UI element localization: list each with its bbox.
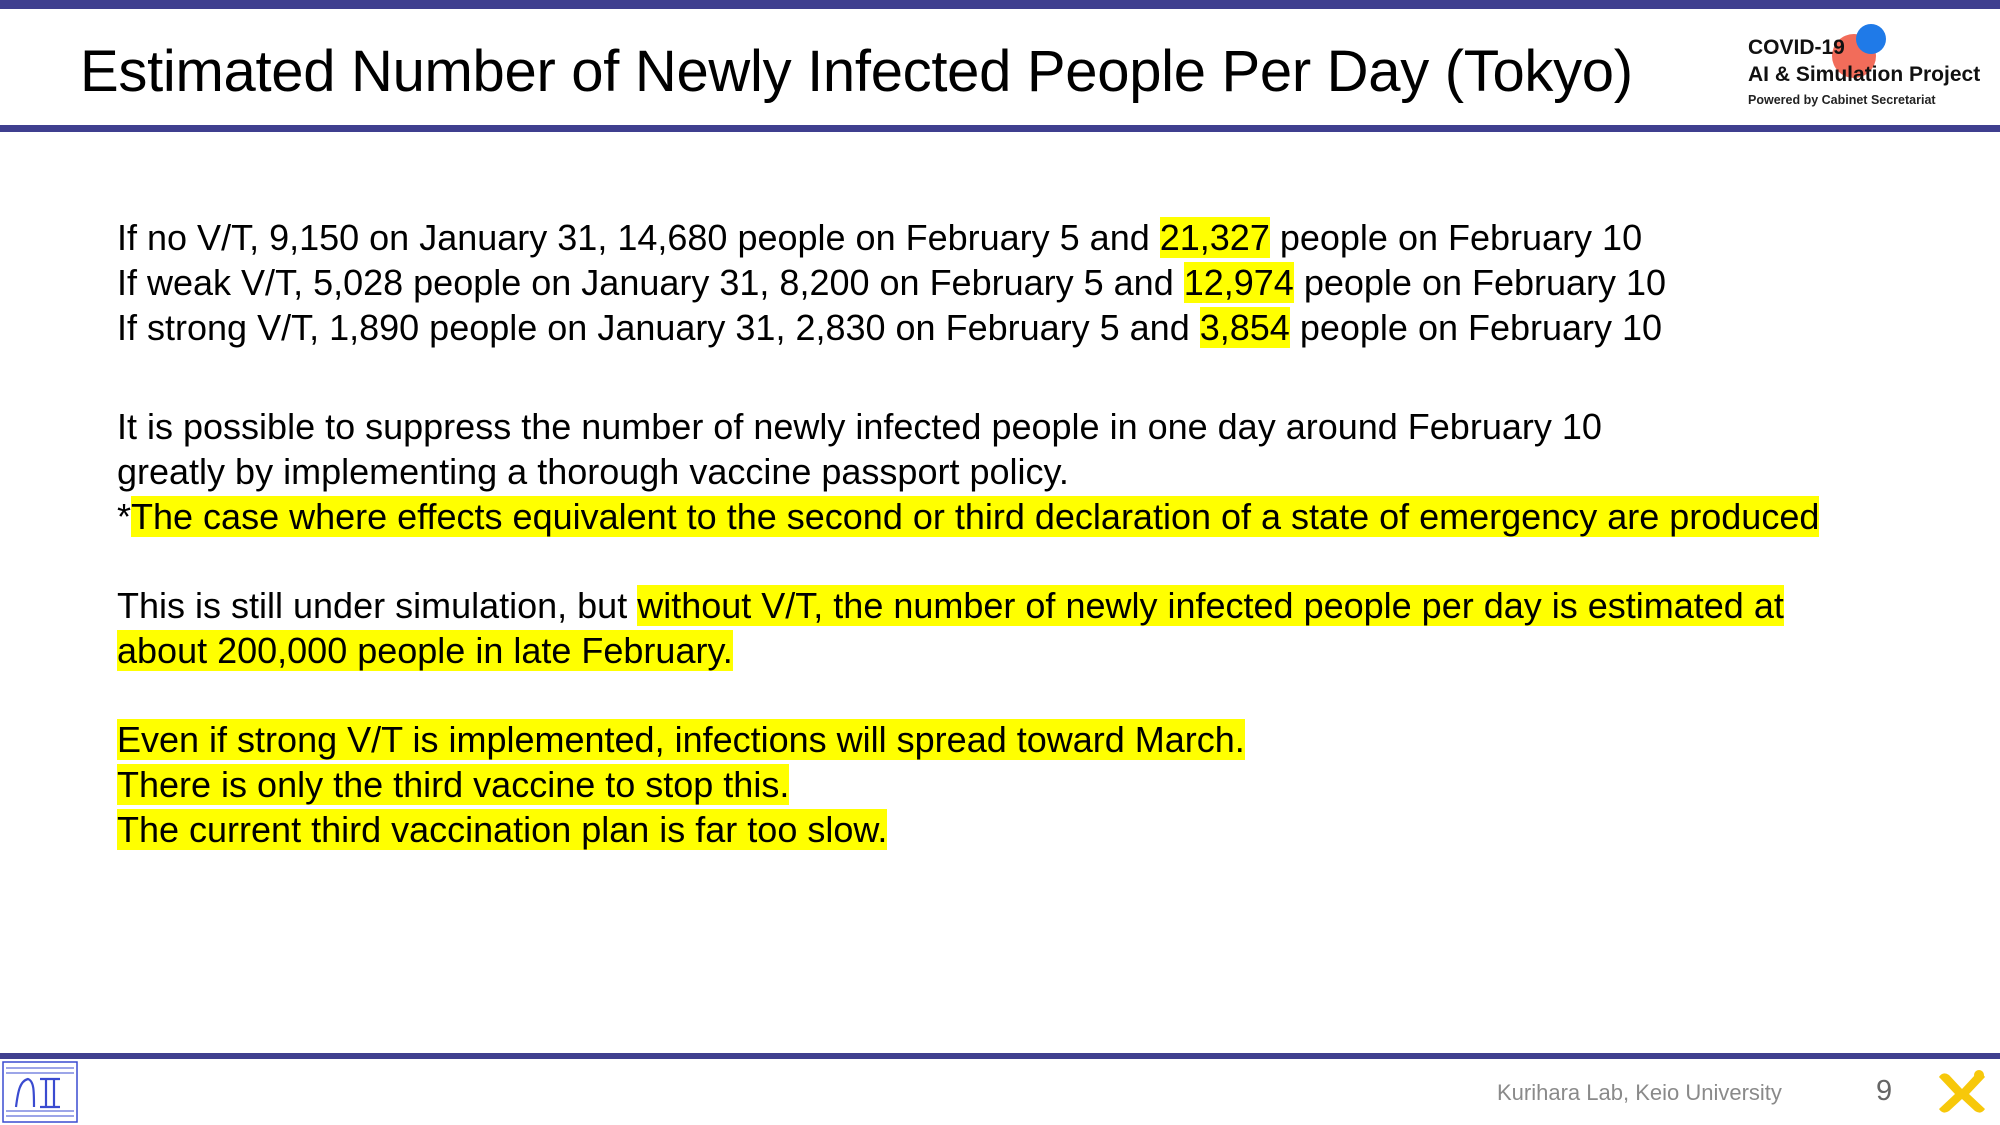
footer-rule xyxy=(0,1053,2000,1059)
scenario-highlight-value: 21,327 xyxy=(1159,217,1270,258)
x-cross-logo-icon xyxy=(1935,1067,1989,1117)
note-asterisk: * xyxy=(117,496,132,537)
scenario-strong-vt xyxy=(117,305,1819,350)
slide-title: Estimated Number of Newly Infected People Per Day (Tokyo) xyxy=(80,39,1633,104)
scenario-text: If weak V/T, 5,028 people on January 31, 8,200 on February 5 and xyxy=(117,262,1184,303)
conclusion-paragraph xyxy=(117,717,1819,852)
conclusion-line-1 xyxy=(117,717,1819,762)
conclusion-text: The current third vaccination plan is far too slow. xyxy=(117,809,888,850)
emergency-note xyxy=(117,494,1819,539)
logo-blue-dot-icon xyxy=(1856,24,1886,54)
note-text: The case where effects equivalent to the second or third declaration of a state of emergency are produced xyxy=(131,496,1820,537)
scenario-text: If strong V/T, 1,890 people on January 31, 2,830 on February 5 and xyxy=(117,307,1200,348)
conclusion-text: Even if strong V/T is implemented, infections will spread toward March. xyxy=(117,719,1245,760)
simulation-highlight-1: without V/T, the number of newly infected people per day is estimated at xyxy=(637,585,1784,626)
suppress-line-1: It is possible to suppress the number of newly infected people in one day around February 10 xyxy=(117,406,1602,447)
simulation-paragraph xyxy=(117,583,1819,673)
scenario-text: people on February 10 xyxy=(1289,307,1663,348)
conclusion-text: There is only the third vaccine to stop this. xyxy=(117,764,790,805)
logo-line-1: COVID-19 xyxy=(1748,36,1845,59)
simulation-line-2 xyxy=(117,628,1819,673)
scenario-text: people on February 10 xyxy=(1293,262,1667,303)
footer-credit: Kurihara Lab, Keio University xyxy=(1497,1080,1782,1105)
conclusion-line-3 xyxy=(117,807,1819,852)
suppress-line-2: greatly by implementing a thorough vaccine passport policy. xyxy=(117,451,1069,492)
covid-ai-simulation-logo xyxy=(1746,24,1986,114)
logo-line-2: AI & Simulation Project xyxy=(1748,63,1981,86)
conclusion-line-2 xyxy=(117,762,1819,807)
scenario-no-vt xyxy=(117,215,1819,260)
scenario-text: people on February 10 xyxy=(1269,217,1643,258)
scenario-text: If no V/T, 9,150 on January 31, 14,680 people on February 5 and xyxy=(117,217,1160,258)
scenario-list xyxy=(117,215,1819,350)
simulation-line-1 xyxy=(117,583,1819,628)
ai-lab-logo-icon xyxy=(2,1061,78,1123)
header-rule xyxy=(0,125,2000,132)
slide-body xyxy=(117,215,1819,852)
scenario-highlight-value: 12,974 xyxy=(1183,262,1294,303)
simulation-plain-text: This is still under simulation, but xyxy=(117,585,638,626)
scenario-highlight-value: 3,854 xyxy=(1199,307,1290,348)
scenario-weak-vt xyxy=(117,260,1819,305)
simulation-highlight-2: about 200,000 people in late February. xyxy=(117,630,733,671)
page-number: 9 xyxy=(1876,1075,1893,1107)
logo-line-3: Powered by Cabinet Secretariat xyxy=(1748,93,1936,107)
top-band xyxy=(0,0,2000,9)
suppress-paragraph xyxy=(117,404,1819,539)
